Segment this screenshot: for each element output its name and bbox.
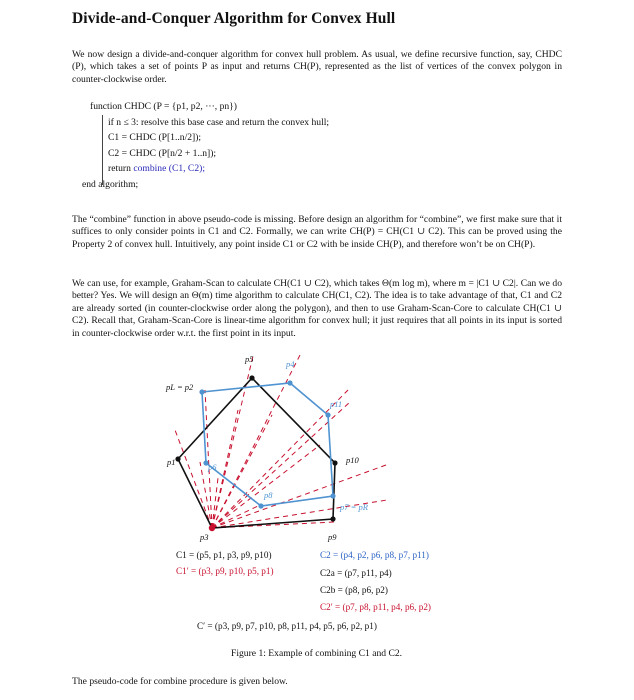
pseudo-code-indent-bar [102,115,103,185]
return-keyword: return [108,163,134,175]
pseudo-code-line-1: function CHDC (P = {p1, p2, ···, pn}) [90,101,237,112]
point-p8 [258,503,263,508]
figure-caption: Figure 1: Example of combining C1 and C2. [231,648,403,659]
intro-paragraph: We now design a divide-and-conquer algorithm for convex hull problem. As usual, we define recursive function, say, CHDC (P), which takes a set of points P as input and returns CH(P), represented as the list of vertices of the convex polygon in counter-clockwise order. [72,49,562,85]
label-p10: p10 [346,455,359,465]
ray-p11 [212,390,348,528]
point-p9 [330,516,335,521]
label-p11: p11 [330,399,343,409]
eq-c2a: C2a = (p7, p11, p4) [320,568,392,578]
ray-p10 [212,465,386,528]
combine-call: combine (C1, C2); [133,163,205,175]
convex-hull-figure [150,350,450,550]
c2-polygon [202,383,333,506]
point-p11 [325,412,330,417]
pseudo-code-line-3: C1 = CHDC (P[1..n/2]); [108,132,202,144]
point-group [175,375,337,531]
label-group [165,354,369,542]
point-p7 [330,493,335,498]
label-p8: p8 [264,490,273,500]
eq-c2b: C2b = (p8, p6, p2) [320,585,388,595]
eq-c1: C1 = (p5, p1, p3, p9, p10) [176,550,272,560]
label-p1: p1 [167,457,176,467]
combine-paragraph: The “combine” function in above pseudo-code is missing. Before design an algorithm for “combine”, we first make sure that it suffices to only consider points in C1 and C2. Formally, we can write CH(P) = CH(C1 ∪ C2). This can be proved using the Property 2 of convex hull. Intuitively, any point inside C1 or C2 with be inside CH(P), and therefore won’t be on CH(P). [72,214,562,250]
point-p4 [287,380,292,385]
ray-extra-4 [212,445,320,528]
eq-c2: C2 = (p4, p2, p6, p8, p7, p11) [320,550,429,560]
label-p7: p7 = pR [340,502,368,512]
pseudo-code-line-2: if n ≤ 3: resolve this base case and return the convex hull; [108,116,330,128]
pseudo-code-line-5 [90,161,329,177]
eq-c-prime: C′ = (p3, p9, p7, p10, p8, p11, p4, p5, p6, p2, p1) [197,621,377,631]
label-p9: p9 [328,532,337,542]
ray-p6 [212,478,218,528]
point-p3 [209,525,215,531]
ray-p5 [212,356,253,528]
pseudo-code-line-6: end algorithm; [82,178,139,190]
eq-c1-prime: C1′ = (p3, p9, p10, p5, p1) [176,566,274,576]
label-p5: p5 [245,354,254,364]
ray-extra-3 [212,415,272,528]
closing-line: The pseudo-code for combine procedure is given below. [72,676,288,687]
label-pl: pL = p2 [166,382,194,392]
point-p2 [199,389,204,394]
point-p10 [332,460,337,465]
point-p1 [175,456,180,461]
ray-extra-1 [175,430,212,528]
label-p3: p3 [200,532,209,542]
page-title: Divide-and-Conquer Algorithm for Convex Hull [72,10,396,27]
label-p4: p4 [286,359,295,369]
pseudo-code-line-4: C2 = CHDC (P[n/2 + 1..n]); [108,147,217,159]
graham-scan-paragraph: We can use, for example, Graham-Scan to calculate CH(C1 ∪ C2), which takes Θ(m log m), where m = |C1 ∪ C2|. Can we do better? Yes. We will design an Θ(m) time algorithm to calculate CH(C1, C2). The idea is to take advantage of that, C1 and C2 are already sorted (in counter-clockwise order along the polygon), and then to use Graham-Scan-Core to calculate CH(C1 ∪ C2). Recall that, Graham-Scan-Core is linear-time algorithm for convex hull; it just requires that all points in its input is sorted in counter-clockwise order w.r.t. the first point in its input. [72,278,562,339]
eq-c2-prime: C2′ = (p7, p8, p11, p4, p6, p2) [320,602,431,612]
label-p6: p6 [208,462,217,472]
pseudo-code-block [82,99,330,193]
point-p5 [249,375,254,380]
